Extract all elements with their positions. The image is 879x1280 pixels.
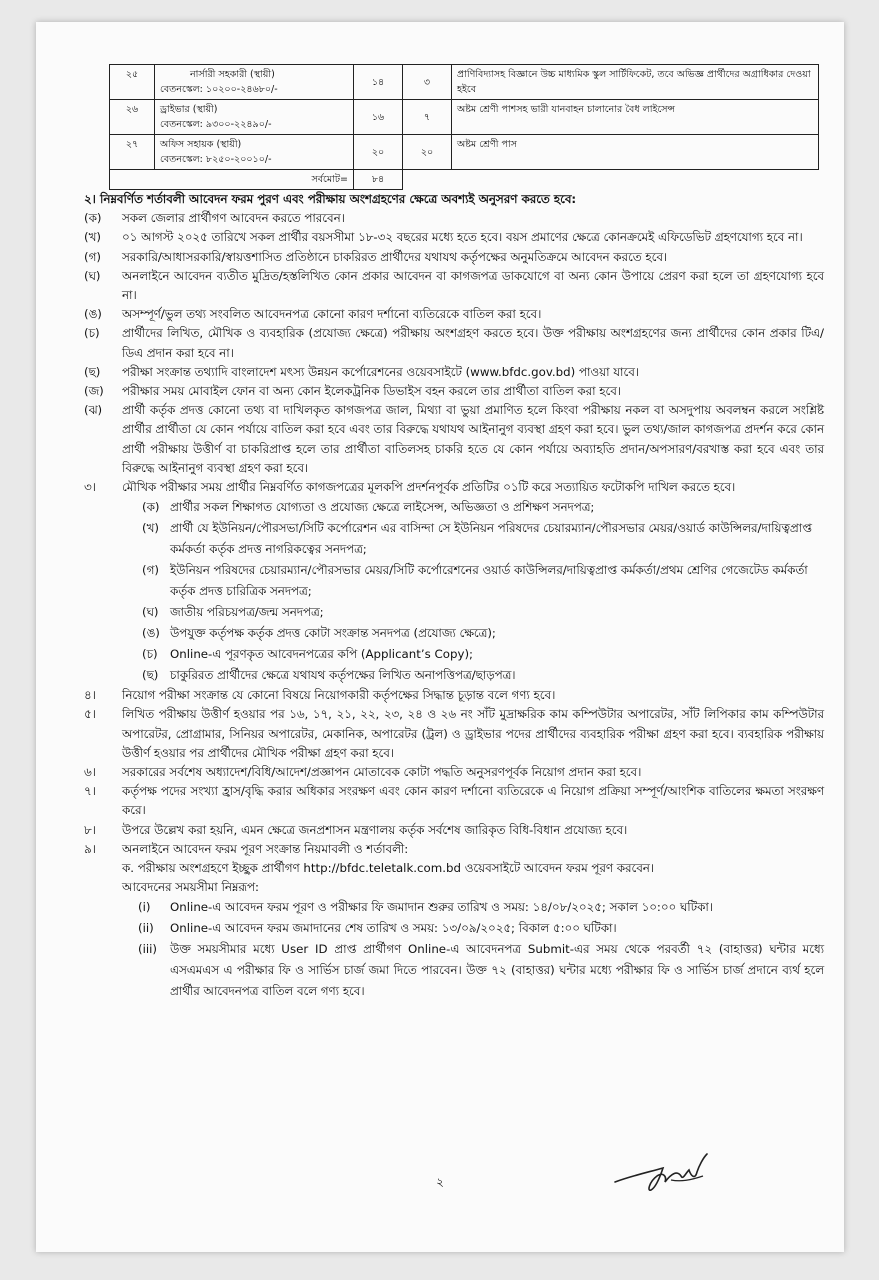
item-marker: (ক): [84, 211, 102, 226]
list-item: [84, 209, 824, 228]
count-value: ৭: [423, 112, 431, 123]
item-marker: (ঝ): [84, 403, 103, 418]
section-text: নিয়োগ পরীক্ষা সংক্রান্ত যে কোনো বিষয়ে নিয়োগকারী কর্তৃপক্ষের সিদ্ধান্ত চূড়ান্ত বলে গণ্য হবে।: [122, 688, 556, 703]
item-text: উপযুক্ত কর্তৃপক্ষ কর্তৃক প্রদত্ত কোটা সংক্রান্ত সনদপত্র (প্রযোজ্য ক্ষেত্রে);: [170, 626, 496, 641]
count-value: ৩: [423, 77, 431, 88]
qualification-cell: অষ্টম শ্রেণী পাশসহ ভারী যানবাহন চালানোর বৈধ লাইসেন্স: [452, 100, 819, 135]
item-text: প্রার্থী কর্তৃক প্রদত্ত কোনো তথ্য বা দাখিলকৃত কাগজপত্র জাল, মিথ্যা বা ভুয়া প্রমাণিত হলে কিংবা পরীক্ষায় নকল বা অসদুপায় অবলম্বন করলে সংশ্লিষ্ট প্রার্থীর প্রার্থীতা যে কোন পর্যায়ে বাতিল করা হবে এবং তার বিরুদ্ধে যথাযথ আইনানুগ ব্যবস্থা গ্রহণ করা হবে। ভুল তথ্য/জাল কাগজপত্র প্রদর্শন করে কোন প্রার্থী পরীক্ষায় উত্তীর্ণ বা চাকরিপ্রাপ্ত হলে তার প্রার্থীতা বাতিলসহ চাকরি হতে যে কোন পর্যায়ে অব্যাহতি প্রদান/অপসারণ/বরখাস্ত করা হবে এবং তার বিরুদ্ধে আইনানুগ ব্যবস্থা গ্রহণ করা হবে।: [122, 403, 824, 475]
count-cell: [403, 135, 452, 170]
list-item: [84, 248, 824, 267]
pay-scale: বেতনস্কেল: ১০২০০-২৪৬৮০/-: [160, 84, 278, 95]
list-item: [108, 560, 824, 602]
section-2-heading: [84, 190, 824, 209]
item-text: জাতীয় পরিচয়পত্র/জন্ম সনদপত্র;: [170, 605, 324, 620]
item-text: সরকারি/আধাসরকারি/স্বায়ত্তশাসিত প্রতিষ্ঠানে চাকরিরত প্রার্থীদের যথাযথ কর্তৃপক্ষের অনুমতিক্রমে আবেদন করতে হবে।: [122, 249, 668, 264]
list-item: [84, 363, 824, 382]
count-cell: [403, 100, 452, 135]
item-marker: (চ): [84, 326, 100, 341]
list-item: [84, 324, 824, 362]
list-item: [84, 382, 824, 401]
section-number: ৩।: [84, 480, 96, 495]
section-number: ৯।: [84, 841, 96, 856]
item-text: প্রার্থীর সকল শিক্ষাগত যোগ্যতা ও প্রযোজ্য ক্ষেত্রে লাইসেন্স, অভিজ্ঞতা ও প্রশিক্ষণ সনদপত্র;: [170, 500, 595, 515]
section-text: লিখিত পরীক্ষায় উত্তীর্ণ হওয়ার পর ১৬, ১৭, ২১, ২২, ২৩, ২৪ ও ২৬ নং সাঁট মুদ্রাক্ষরিক কাম কম্পিউটার অপারেটর, সাঁট লিপিকার কাম কম্পিউটার অপারেটর, প্রোগ্রামার, সিনিয়র অপারেটর, মেকানিক, অপারেটর (ট্রল) ও ড্রাইভার পদের প্রার্থীদের ব্যবহারিক পরীক্ষা গ্রহণ করা হবে। ব্যবহারিক পরীক্ষায় উত্তীর্ণ হওয়ার পর প্রার্থীদের মৌখিক পরীক্ষা গ্রহণ করা হবে।: [122, 707, 824, 760]
count-value: ১৬: [371, 112, 385, 123]
item-text: Online-এ পূরণকৃত আবেদনপত্রের কপি (Applicant’s Copy);: [170, 647, 474, 662]
post-name: নার্সারী সহকারী (স্থায়ী): [190, 69, 275, 80]
item-marker: (ঙ): [142, 626, 160, 641]
list-item: [108, 623, 824, 644]
heading-text: ২। নিম্নবর্ণিত শর্তাবলী আবেদন ফরম পুরণ এবং পরীক্ষায় অংশগ্রহণের ক্ষেত্রে অবশ্যই অনুসরণ করতে হবে:: [84, 192, 577, 206]
section-number: ৮।: [84, 822, 96, 837]
post-name: অফিস সহায়ক (স্থায়ী): [160, 139, 242, 150]
list-item: [108, 644, 824, 665]
list-item: [108, 602, 824, 623]
item-marker: (ii): [138, 921, 154, 936]
serial-cell: ২৫: [110, 65, 155, 100]
section-9: [84, 840, 824, 859]
list-item: [108, 918, 824, 939]
table-row: [110, 65, 819, 100]
section-3: [84, 478, 824, 497]
qualification-cell: অষ্টম শ্রেণী পাস: [452, 135, 819, 170]
item-marker: (গ): [142, 563, 159, 578]
serial-cell: ২৬: [110, 100, 155, 135]
list-item: [108, 665, 824, 686]
list-item: [84, 228, 824, 247]
section-text: কর্তৃপক্ষ পদের সংখ্যা হ্রাস/বৃদ্ধি করার অধিকার সংরক্ষণ এবং কোন কারণ দর্শানো ব্যতিরেকে এ নিয়োগ প্রক্রিয়া সম্পূর্ণ/আংশিক বাতিলের ক্ষমতা সংরক্ষণ করে।: [122, 784, 824, 818]
item-text: ইউনিয়ন পরিষদের চেয়ারম্যান/পৌরসভার মেয়র/সিটি কর্পোরেশনের ওয়ার্ড কাউন্সিলর/দায়িত্বপ্রাপ্ত কর্মকর্তা/প্রথম শ্রেণির গেজেটেড কর্মকর্তা কর্তৃক প্রদত্ত চারিত্রিক সনদপত্র;: [170, 563, 808, 599]
section-6: [84, 763, 824, 782]
item-text: Online-এ আবেদন ফরম পূরণ ও পরীক্ষার ফি জমাদান শুরুর তারিখ ও সময়: ১৪/০৮/২০২৫; সকাল ১০:০০ ঘটিকা।: [170, 900, 713, 915]
total-label: সর্বমোট=: [110, 170, 354, 190]
list-item: [108, 518, 824, 560]
section-number: ৫।: [84, 707, 96, 722]
item-text: সকল জেলার প্রার্থীগণ আবেদন করতে পারবেন।: [122, 211, 345, 226]
total-row: [110, 170, 819, 190]
table-row: [110, 135, 819, 170]
qualification-cell: প্রাণিবিদ্যাসহ বিজ্ঞানে উচ্চ মাধ্যমিক স্কুল সার্টিফিকেট, তবে অভিজ্ঞ প্রার্থীদের অগ্রাধিকার দেওয়া হইবে: [452, 65, 819, 100]
section-number: ৬।: [84, 765, 96, 780]
pay-scale: বেতনস্কেল: ৮২৫০-২০০১০/-: [160, 154, 272, 165]
page-number: ২: [436, 1175, 444, 1189]
document-page: [36, 22, 844, 1252]
post-name: ড্রাইভার (স্থায়ী): [160, 104, 218, 115]
post-name-cell: [155, 135, 354, 170]
item-marker: (ঙ): [84, 307, 102, 322]
item-marker: (i): [138, 900, 151, 915]
item-marker: (iii): [138, 942, 158, 957]
item-marker: (গ): [84, 249, 101, 264]
list-item: [84, 305, 824, 324]
list-item: [84, 267, 824, 305]
count-cell: [354, 135, 403, 170]
section-9-time-line: আবেদনের সময়সীমা নিম্নরূপ:: [122, 880, 259, 895]
total-value: ৮৪: [354, 170, 403, 190]
section-4: [84, 686, 824, 705]
section-7: [84, 782, 824, 820]
item-marker: (খ): [84, 230, 101, 245]
post-name-cell: [155, 65, 354, 100]
item-text: পরীক্ষা সংক্রান্ত তথ্যাদি বাংলাদেশ মৎস্য উন্নয়ন কর্পোরেশনের ওয়েবসাইটে (www.bfdc.gov.bd) পাওয়া যাবে।: [122, 364, 639, 379]
table-row: [110, 100, 819, 135]
item-text: চাকুরিরত প্রার্থীদের ক্ষেত্রে যথাযথ কর্তৃপক্ষের লিখিত অনাপত্তিপত্র/ছাড়পত্র।: [170, 668, 516, 683]
posts-table: [109, 64, 819, 190]
count-value: ২০: [371, 147, 385, 158]
post-name-cell: [155, 100, 354, 135]
section-text: অনলাইনে আবেদন ফরম পূরণ সংক্রান্ত নিয়মাবলী ও শর্তাবলী:: [122, 841, 409, 856]
section-5: [84, 705, 824, 763]
item-marker: (চ): [142, 647, 158, 662]
item-text: অসম্পূর্ণ/ভুল তথ্য সংবলিত আবেদনপত্র কোনো কারণ দর্শানো ব্যতিরেকে বাতিল করা হবে।: [122, 307, 542, 322]
document-body: [84, 190, 824, 1002]
item-marker: (ছ): [142, 668, 159, 683]
item-text: প্রার্থী যে ইউনিয়ন/পৌরসভা/সিটি কর্পোরেশন এর বাসিন্দা সে ইউনিয়ন পরিষদের চেয়ারম্যান/পৌরসভার মেয়র/ওয়ার্ড কাউন্সিলর/দায়িত্বপ্রাপ্ত কর্মকর্তা কর্তৃক প্রদত্ত নাগরিকত্বের সনদপত্র;: [170, 521, 812, 557]
item-marker: (ক): [142, 500, 160, 515]
pay-scale: বেতনস্কেল: ৯৩০০-২২৪৯০/-: [160, 119, 272, 130]
list-item: [84, 401, 824, 478]
section-number: ৭।: [84, 784, 96, 799]
section-text: সরকারের সর্বশেষ অধ্যাদেশ/বিধি/আদেশ/প্রজ্ঞাপন মোতাবেক কোটা পদ্ধতি অনুসরণপূর্বক নিয়োগ প্রদান করা হবে।: [122, 765, 642, 780]
item-text: Online-এ আবেদন ফরম জমাদানের শেষ তারিখ ও সময়: ১৩/০৯/২০২৫; বিকাল ৫:০০ ঘটিকা।: [170, 921, 617, 936]
count-value: ২০: [420, 147, 434, 158]
list-item: [108, 897, 824, 918]
item-text: অনলাইনে আবেদন ব্যতীত মুদ্রিত/হস্তলিখিত কোন প্রকার আবেদন বা কাগজপত্র ডাকযোগে বা অন্য কোন উপায়ে প্রেরণ করা হলে তা গ্রহণযোগ্য হবে না।: [122, 268, 824, 303]
item-marker: (ছ): [84, 364, 101, 379]
section-text: মৌখিক পরীক্ষার সময় প্রার্থীর নিম্নবর্ণিত কাগজপত্রের মূলকপি প্রদর্শনপূর্বক প্রতিটির ০১টি করে সত্যায়িত ফটোকপি দাখিল করতে হবে।: [122, 480, 736, 495]
section-text: উপরে উল্লেখ করা হয়নি, এমন ক্ষেত্রে জনপ্রশাসন মন্ত্রণালয় কর্তৃক সর্বশেষ জারিকৃত বিধি-বিধান প্রযোজ্য হবে।: [122, 822, 628, 837]
count-cell: [403, 65, 452, 100]
section-number: ৪।: [84, 688, 96, 703]
item-marker: (খ): [142, 521, 159, 536]
count-value: ১৪: [371, 77, 385, 88]
item-text: পরীক্ষার সময় মোবাইল ফোন বা অন্য কোন ইলেকট্রনিক ডিভাইস বহন করলে তার প্রার্থীতা বাতিল করা হবে।: [122, 384, 621, 399]
item-marker: (ঘ): [84, 268, 101, 283]
count-cell: [354, 65, 403, 100]
serial-cell: ২৭: [110, 135, 155, 170]
item-marker: (ঘ): [142, 605, 159, 620]
item-text: ০১ আগস্ট ২০২৫ তারিখে সকল প্রার্থীর বয়সসীমা ১৮-৩২ বছরের মধ্যে হতে হবে। বয়স প্রমাণের ক্ষেত্রে কোনক্রমেই এফিডেভিট গ্রহণযোগ্য হবে না।: [122, 230, 803, 245]
list-item: [108, 497, 824, 518]
item-marker: (জ): [84, 384, 104, 399]
section-8: [84, 821, 824, 840]
count-cell: [354, 100, 403, 135]
section-9-link-line: ক. পরীক্ষায় অংশগ্রহণে ইচ্ছুক প্রার্থীগণ http://bfdc.teletalk.com.bd ওয়েবসাইটে আবেদন ফরম পূরণ করবেন।: [122, 861, 655, 876]
item-text: উক্ত সময়সীমার মধ্যে User ID প্রাপ্ত প্রার্থীগণ Online-এ আবেদনপত্র Submit-এর সময় থেকে পরবর্তী ৭২ (বাহাত্তর) ঘন্টার মধ্যে এসএমএস এ পরীক্ষার ফি ও সার্ভিস চার্জ জমা দিতে পারবেন। উক্ত ৭২ (বাহাত্তর) ঘন্টার মধ্যে পরীক্ষার ফি ও সার্ভিস চার্জ প্রদানে ব্যর্থ হলে প্রার্থীর আবেদনপত্র বাতিল বলে গণ্য হবে।: [170, 942, 824, 999]
item-text: প্রার্থীদের লিখিত, মৌখিক ও ব্যবহারিক (প্রযোজ্য ক্ষেত্রে) পরীক্ষায় অংশগ্রহণ করতে হবে। উক্ত পরীক্ষায় অংশগ্রহণের জন্য প্রার্থীদের কোন প্রকার টিএ/ডিএ প্রদান করা হবে না।: [122, 326, 824, 360]
list-item: [108, 939, 824, 1002]
